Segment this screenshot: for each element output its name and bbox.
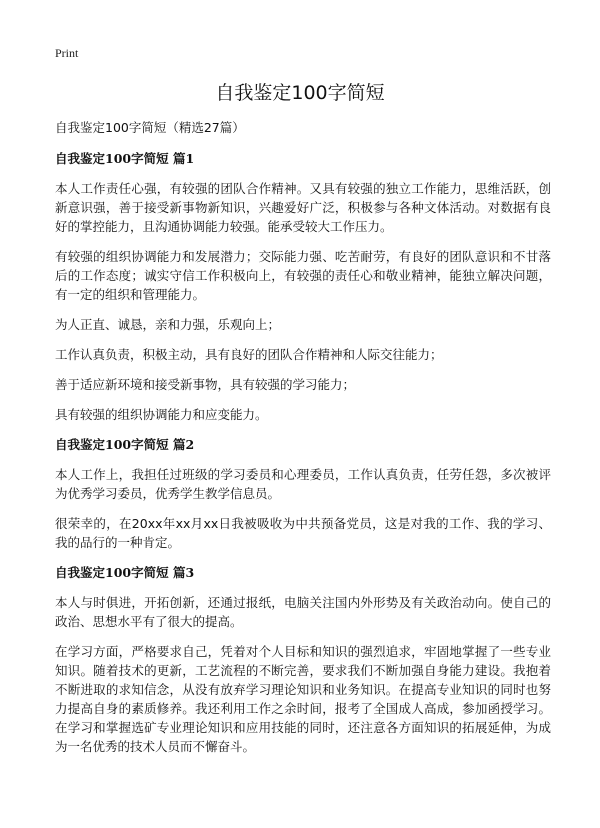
- paragraph: 在学习方面，严格要求自己，凭着对个人目标和知识的强烈追求，牢固地掌握了一些专业知识。随着技术的更新，工艺流程的不断完善，要求我们不断加强自身能力建设。我抱着不断进取的求知信念，从没有放弃学习理论知识和业务知识。在提高专业知识的同时也努力提高自身的素质修养。我还利用工作之余时间，报考了全国成人高成，参加函授学习。在学习和掌握选矿专业理论知识和应用技能的同时，还注意各方面知识的拓展延伸，为成为一名优秀的技术人员而不懈奋斗。: [55, 644, 551, 754]
- paragraph: 本人与时俱进，开拓创新，还通过报纸，电脑关注国内外形势及有关政治动向。使自己的政治、思想水平有了很大的提高。: [55, 595, 551, 629]
- paragraph: 本人工作责任心强，有较强的团队合作精神。又具有较强的独立工作能力，思维活跃，创新意识强，善于接受新事物新知识，兴趣爱好广泛，积极参与各种文体活动。对数据有良好的掌控能力，且沟通协调能力较强。能承受较大工作压力。: [55, 181, 551, 234]
- section-heading-3: 自我鉴定100字简短 篇3: [55, 565, 195, 580]
- paragraph: 为人正直、诚恳，亲和力强，乐观向上；: [55, 317, 281, 332]
- document-subtitle: 自我鉴定100字简短（精选27篇）: [55, 120, 245, 135]
- paragraph: 很荣幸的，在20xx年xx月xx日我被吸收为中共预备党员，这是对我的工作、我的学习、我的品行的一种肯定。: [55, 516, 551, 550]
- paragraph: 工作认真负责，积极主动，具有良好的团队合作精神和人际交往能力；: [55, 347, 443, 362]
- paragraph: 具有较强的组织协调能力和应变能力。: [55, 407, 268, 422]
- paragraph: 有较强的组织协调能力和发展潜力；交际能力强、吃苦耐劳，有良好的团队意识和不甘落后的工作态度；诚实守信工作积极向上，有较强的责任心和敬业精神，能独立解决问题，有一定的组织和管理能力。: [55, 249, 551, 302]
- page-title: 自我鉴定100字简短: [215, 82, 385, 104]
- section-heading-1: 自我鉴定100字简短 篇1: [55, 151, 195, 166]
- document-body: [55, 118, 551, 767]
- section-heading-2: 自我鉴定100字简短 篇2: [55, 437, 195, 452]
- print-label: Print: [55, 46, 79, 60]
- paragraph: 本人工作上，我担任过班级的学习委员和心理委员，工作认真负责，任劳任怨，多次被评为优秀学习委员，优秀学生教学信息员。: [55, 467, 551, 501]
- paragraph: 善于适应新环境和接受新事物，具有较强的学习能力；: [55, 377, 356, 392]
